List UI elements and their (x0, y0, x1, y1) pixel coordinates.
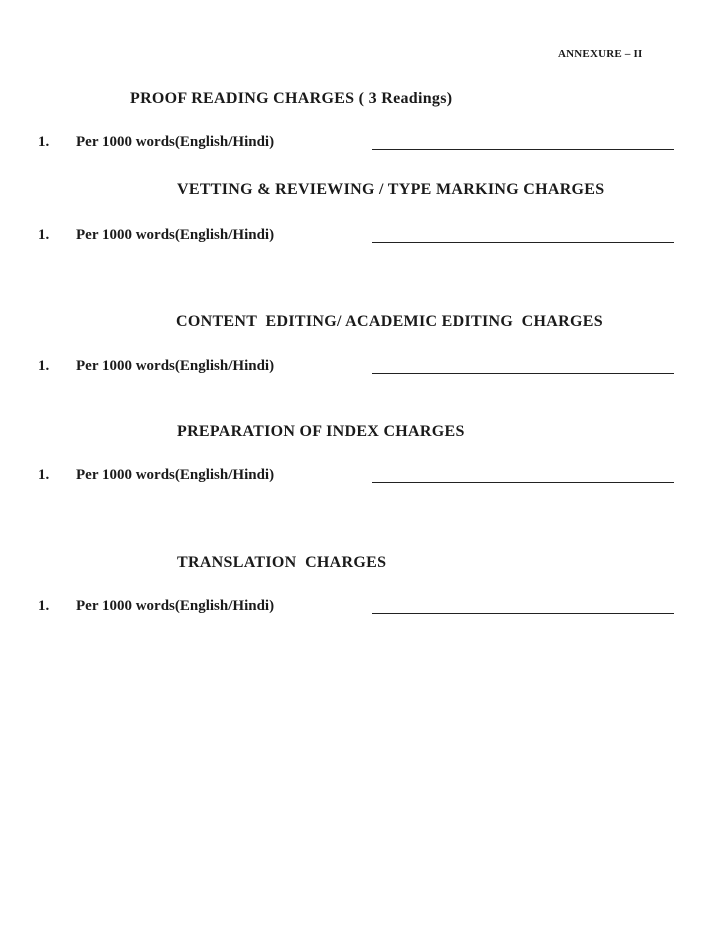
annexure-label: ANNEXURE – II (558, 48, 643, 60)
section-heading-proof-reading: PROOF READING CHARGES ( 3 Readings) (130, 90, 453, 107)
item-number: 1. (38, 467, 50, 483)
charge-row-proof-reading (38, 134, 678, 156)
item-number: 1. (38, 134, 50, 150)
amount-blank-line (372, 373, 674, 374)
section-heading-index-preparation: PREPARATION OF INDEX CHARGES (177, 423, 465, 440)
item-label: Per 1000 words(English/Hindi) (76, 227, 275, 243)
amount-blank-line (372, 482, 674, 483)
item-label: Per 1000 words(English/Hindi) (76, 358, 275, 374)
charge-row-content-editing (38, 358, 678, 380)
section-heading-translation: TRANSLATION CHARGES (177, 554, 387, 571)
charge-row-index-preparation (38, 467, 678, 489)
item-number: 1. (38, 227, 50, 243)
item-number: 1. (38, 598, 50, 614)
section-heading-content-editing: CONTENT EDITING/ ACADEMIC EDITING CHARGES (176, 313, 603, 330)
amount-blank-line (372, 613, 674, 614)
charge-row-translation (38, 598, 678, 620)
amount-blank-line (372, 242, 674, 243)
item-label: Per 1000 words(English/Hindi) (76, 467, 275, 483)
item-label: Per 1000 words(English/Hindi) (76, 598, 275, 614)
item-number: 1. (38, 358, 50, 374)
amount-blank-line (372, 149, 674, 150)
section-heading-vetting-reviewing: VETTING & REVIEWING / TYPE MARKING CHARGES (177, 181, 605, 198)
item-label: Per 1000 words(English/Hindi) (76, 134, 275, 150)
charge-row-vetting-reviewing (38, 227, 678, 249)
